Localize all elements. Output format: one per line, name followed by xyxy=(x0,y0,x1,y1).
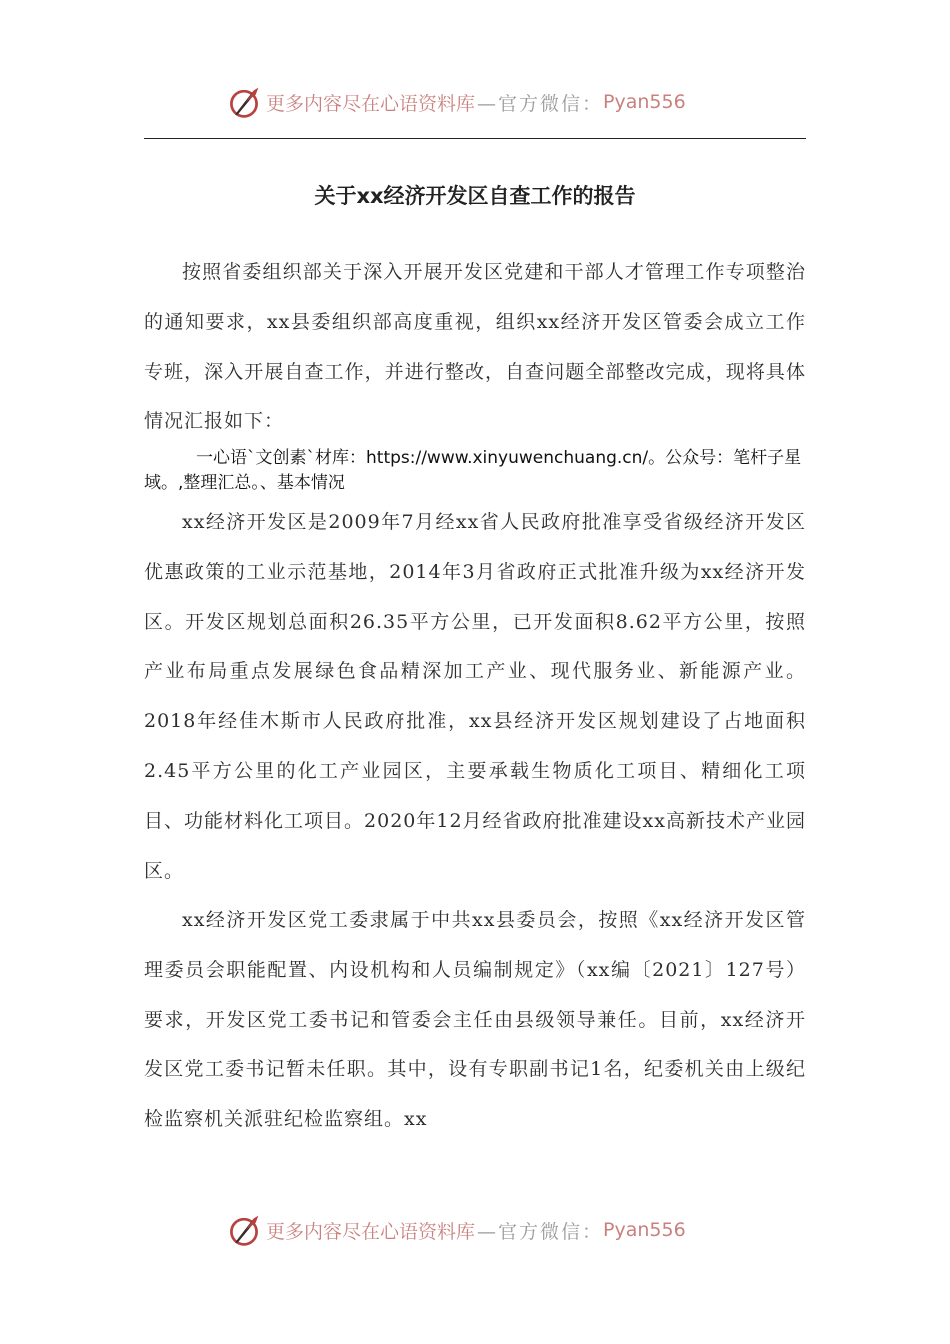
footer-banner xyxy=(226,1210,686,1250)
header-wechat-id: Pyan556 xyxy=(603,91,686,113)
header-divider xyxy=(144,138,806,139)
quill-pen-logo-icon xyxy=(226,1212,262,1248)
source-note: 一心语`文创素`材库：https://www.xinyuwenchuang.cn/。公众号：笔杆子星域。,整理汇总。、基本情况 xyxy=(144,448,802,493)
paragraph-basic-info: xx经济开发区是2009年7月经xx省人民政府批准享受省级经济开发区优惠政策的工业示范基地，2014年3月省政府正式批准升级为xx经济开发区。开发区规划总面积26.35平方公里，已开发面积8.62平方公里，按照产业布局重点发展绿色食品精深加工产业、现代服务业、新能源产业。2018年经佳木斯市人民政府批准，xx县经济开发区规划建设了占地面积2.45平方公里的化工产业园区，主要承载生物质化工项目、精细化工项目、功能材料化工项目。2020年12月经省政府批准建设xx高新技术产业园区。 xyxy=(144,511,806,882)
footer-wechat-id: Pyan556 xyxy=(603,1219,686,1241)
header-slogan: 更多内容尽在心语资料库 xyxy=(266,92,476,115)
footer-wechat-label: —官方微信： xyxy=(477,1220,604,1243)
header-wechat-label: —官方微信： xyxy=(477,92,604,115)
paragraph-organization: xx经济开发区党工委隶属于中共xx县委员会，按照《xx经济开发区管理委员会职能配置、内设机构和人员编制规定》（xx编〔2021〕127号）要求，开发区党工委书记和管委会主任由县级领导兼任。目前，xx经济开发区党工委书记暂未任职。其中，设有专职副书记1名，纪委机关由上级纪检监察机关派驻纪检监察组。xx xyxy=(144,909,806,1131)
document-title: 关于xx经济开发区自查工作的报告 xyxy=(314,184,636,208)
header-banner xyxy=(226,82,686,122)
quill-pen-logo-icon xyxy=(226,84,262,120)
paragraph-intro: 按照省委组织部关于深入开展开发区党建和干部人才管理工作专项整治的通知要求，xx县委组织部高度重视，组织xx经济开发区管委会成立工作专班，深入开展自查工作，并进行整改，自查问题全部整改完成，现将具体情况汇报如下： xyxy=(144,261,806,433)
footer-slogan: 更多内容尽在心语资料库 xyxy=(266,1220,476,1243)
